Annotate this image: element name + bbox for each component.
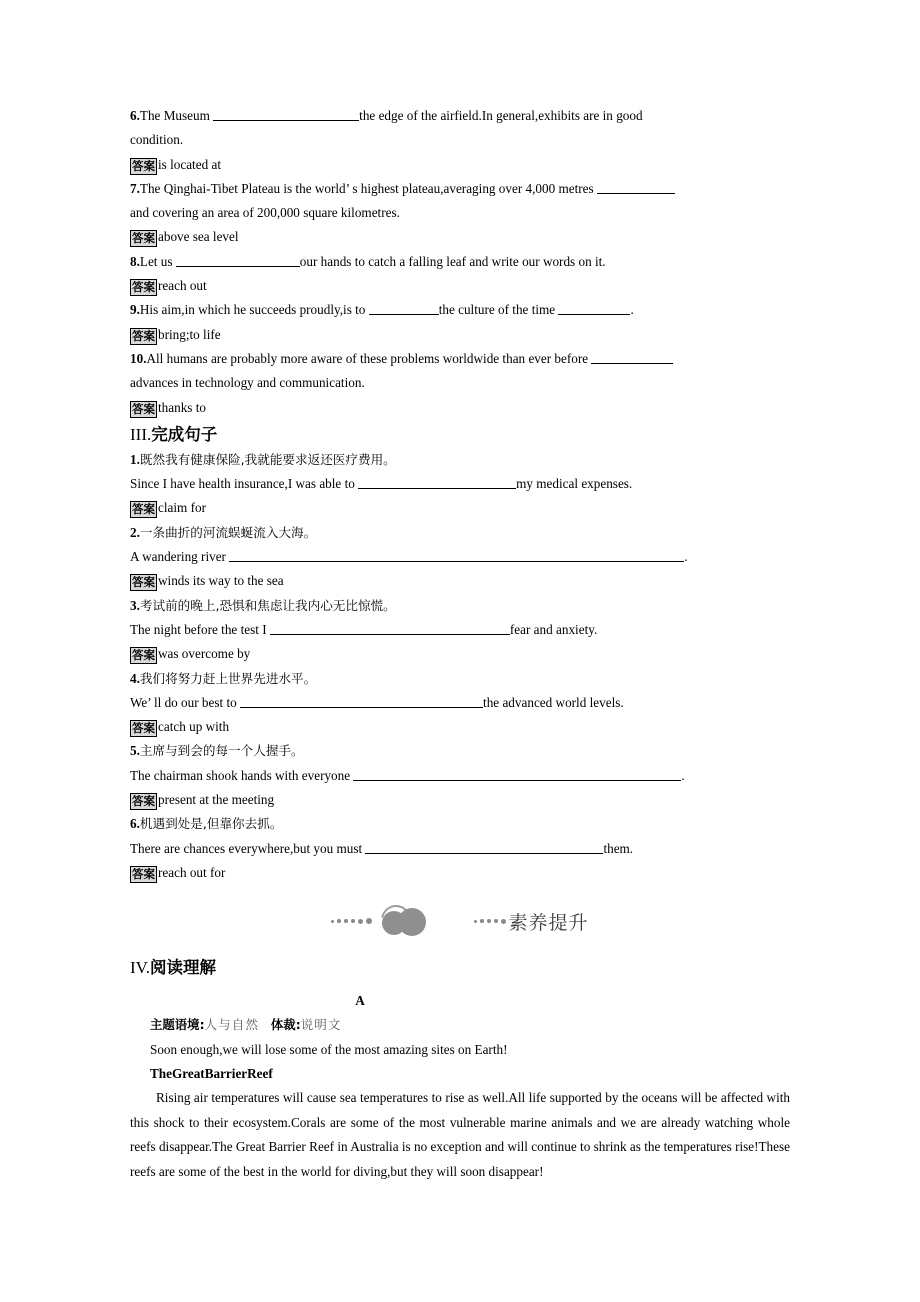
chinese-prompt xyxy=(130,521,790,545)
meta-topic-value: 人与自然 xyxy=(204,1018,259,1033)
answer-tag-badge: 答案 xyxy=(132,158,155,173)
answer-row xyxy=(130,153,790,177)
answer-row xyxy=(130,323,790,347)
section-title-3: 完成句子 xyxy=(151,424,218,444)
answer-tag-badge: 答案 xyxy=(132,231,155,246)
answer-text: present at the meeting xyxy=(158,792,275,808)
answer-text: catch up with xyxy=(158,719,230,735)
answer-row xyxy=(130,496,790,520)
passage-letter: A xyxy=(355,993,365,1009)
answer-tag-badge: 答案 xyxy=(132,502,155,517)
answer-text: reach out xyxy=(158,278,207,294)
answer-row xyxy=(130,225,790,249)
divider-circle-large xyxy=(398,908,426,936)
chinese-prompt xyxy=(130,594,790,618)
chinese-prompt-text: 主席与到会的每一个人握手。 xyxy=(139,743,304,759)
complete-sentence-item-list xyxy=(130,448,790,885)
answer-row xyxy=(130,788,790,812)
answer-row xyxy=(130,569,790,593)
answer-text: reach out for xyxy=(158,864,226,880)
sentence-text: The Museum xyxy=(139,108,214,123)
english-sentence xyxy=(130,837,790,861)
blank-fill-item xyxy=(130,177,790,201)
blank-fill-item xyxy=(130,298,790,322)
sentence-text: the culture of the time xyxy=(438,302,559,318)
answer-text: winds its way to the sea xyxy=(158,573,284,589)
sentence-text: . xyxy=(684,549,688,565)
answer-row xyxy=(130,396,790,420)
sentence-text: All humans are probably more aware of these problems worldwide than ever before xyxy=(146,350,592,366)
answer-blank[interactable] xyxy=(597,180,675,194)
item-number: 2. xyxy=(130,524,140,540)
answer-text: bring;to life xyxy=(158,326,221,342)
blank-fill-item xyxy=(130,250,790,274)
english-sentence xyxy=(130,764,790,788)
item-continuation: advances in technology and communication. xyxy=(130,375,365,391)
answer-row xyxy=(130,274,790,298)
sentence-text: His aim,in which he succeeds proudly,is to xyxy=(139,302,369,318)
answer-blank[interactable] xyxy=(229,548,684,562)
chinese-prompt xyxy=(130,667,790,691)
divider-label: 素养提升 xyxy=(508,911,589,934)
english-sentence xyxy=(130,618,790,642)
item-number: 6. xyxy=(130,108,140,123)
answer-blank[interactable] xyxy=(591,350,673,364)
item-continuation: and covering an area of 200,000 square kilometres. xyxy=(130,205,400,221)
answer-tag-badge: 答案 xyxy=(132,401,155,416)
sentence-text: The Qinghai-Tibet Plateau is the world’ s highest plateau,averaging over 4,000 metres xyxy=(139,180,597,196)
answer-blank[interactable] xyxy=(369,301,439,315)
passage-meta xyxy=(130,1013,790,1037)
worksheet-page xyxy=(130,0,790,1184)
blank-fill-item xyxy=(130,104,790,128)
answer-text: above sea level xyxy=(158,229,239,245)
answer-text: thanks to xyxy=(158,399,206,415)
chinese-prompt-text: 一条曲折的河流蜈蜒流入大海。 xyxy=(139,524,317,540)
sentence-text: A wandering river xyxy=(130,549,230,565)
meta-genre-key: 体裁 xyxy=(270,1017,296,1033)
sentence-text: the edge of the airfield.In general,exhibits are in good xyxy=(359,108,643,123)
passage-lead: Soon enough,we will lose some of the most amazing sites on Earth! xyxy=(150,1041,508,1057)
sentence-text: The chairman shook hands with everyone xyxy=(130,767,354,783)
sentence-text: our hands to catch a falling leaf and write our words on it. xyxy=(299,253,606,269)
item-number: 8. xyxy=(130,253,140,269)
answer-tag-badge: 答案 xyxy=(132,328,155,343)
answer-blank[interactable] xyxy=(353,767,681,781)
sentence-text: . xyxy=(681,767,685,783)
sentence-text: The night before the test I xyxy=(130,621,270,637)
answer-row xyxy=(130,715,790,739)
sentence-text: We’ ll do our best to xyxy=(130,694,241,710)
sentence-text: the advanced world levels. xyxy=(483,694,624,710)
chinese-prompt xyxy=(130,448,790,472)
answer-tag-badge: 答案 xyxy=(132,648,155,663)
blank-fill-item xyxy=(130,347,790,371)
passage-subtitle: TheGreatBarrierReef xyxy=(150,1065,273,1081)
meta-topic-key: 主题语境 xyxy=(150,1017,200,1033)
answer-tag-badge: 答案 xyxy=(132,280,155,295)
item-continuation: condition. xyxy=(130,132,184,148)
chinese-prompt-text: 既然我有健康保险,我就能要求返还医疗费用。 xyxy=(139,451,396,467)
chinese-prompt-text: 考试前的晚上,恐惧和焦虑让我内心无比惊慌。 xyxy=(139,597,396,613)
sentence-text: them. xyxy=(603,840,634,856)
section-numeral-3: III. xyxy=(130,424,152,444)
item-number: 1. xyxy=(130,451,140,467)
english-sentence xyxy=(130,691,790,715)
answer-blank[interactable] xyxy=(365,840,603,854)
section-heading-reading xyxy=(130,955,790,981)
answer-tag-badge: 答案 xyxy=(132,721,155,736)
sentence-text: my medical expenses. xyxy=(516,476,633,492)
meta-colon-2: : xyxy=(295,1017,301,1033)
answer-tag-badge: 答案 xyxy=(132,866,155,881)
answer-row xyxy=(130,642,790,666)
divider-dots-left xyxy=(331,918,372,924)
passage-body: Rising air temperatures will cause sea temperatures to rise as well.All life supported by the oceans will be affected with this shock to their ecosystem.Corals are some of the most vulnerable marine animals and we are already watching whole reefs disappear.The Great Barrier Reef in Australia is no exception and will continue to shrink as the temperatures rise!These reefs are some of the best in the world for diving,but they will soon disappear! xyxy=(130,1090,790,1179)
chinese-prompt-text: 我们将努力赶上世界先进水平。 xyxy=(139,670,317,686)
item-number: 3. xyxy=(130,597,140,613)
answer-row xyxy=(130,861,790,885)
answer-blank[interactable] xyxy=(240,694,483,708)
answer-blank[interactable] xyxy=(176,253,300,267)
divider-dots-right xyxy=(474,919,506,924)
english-sentence xyxy=(130,472,790,496)
item-number: 7. xyxy=(130,180,140,196)
chinese-prompt xyxy=(130,812,790,836)
blank-fill-item-list xyxy=(130,104,790,420)
section-divider-ornament xyxy=(130,895,790,947)
divider-blob-icon xyxy=(376,904,432,938)
sentence-text: fear and anxiety. xyxy=(509,621,598,637)
answer-text: was overcome by xyxy=(158,646,251,662)
meta-genre-value: 说明文 xyxy=(300,1018,342,1033)
item-number: 6. xyxy=(130,816,140,832)
answer-tag-badge: 答案 xyxy=(132,794,155,809)
section-numeral-4: IV. xyxy=(130,958,150,978)
sentence-text: . xyxy=(630,302,634,318)
answer-text: is located at xyxy=(158,156,221,172)
sentence-text: Let us xyxy=(139,253,176,269)
sentence-text: Since I have health insurance,I was able to xyxy=(130,476,359,492)
item-number: 5. xyxy=(130,743,140,759)
answer-tag-badge: 答案 xyxy=(132,575,155,590)
answer-blank[interactable] xyxy=(558,301,630,315)
chinese-prompt xyxy=(130,739,790,763)
section-heading-complete-sentences xyxy=(130,422,790,448)
meta-colon-1: : xyxy=(199,1017,205,1033)
item-number: 9. xyxy=(130,302,140,318)
english-sentence xyxy=(130,545,790,569)
answer-blank[interactable] xyxy=(213,107,359,121)
sentence-text: There are chances everywhere,but you must xyxy=(130,840,366,856)
chinese-prompt-text: 机遇到处是,但靠你去抓。 xyxy=(139,816,283,832)
answer-text: claim for xyxy=(158,500,206,516)
section-title-4: 阅读理解 xyxy=(150,958,216,978)
answer-blank[interactable] xyxy=(358,475,516,489)
answer-blank[interactable] xyxy=(270,621,510,635)
item-number: 10. xyxy=(130,350,147,366)
item-number: 4. xyxy=(130,670,140,686)
